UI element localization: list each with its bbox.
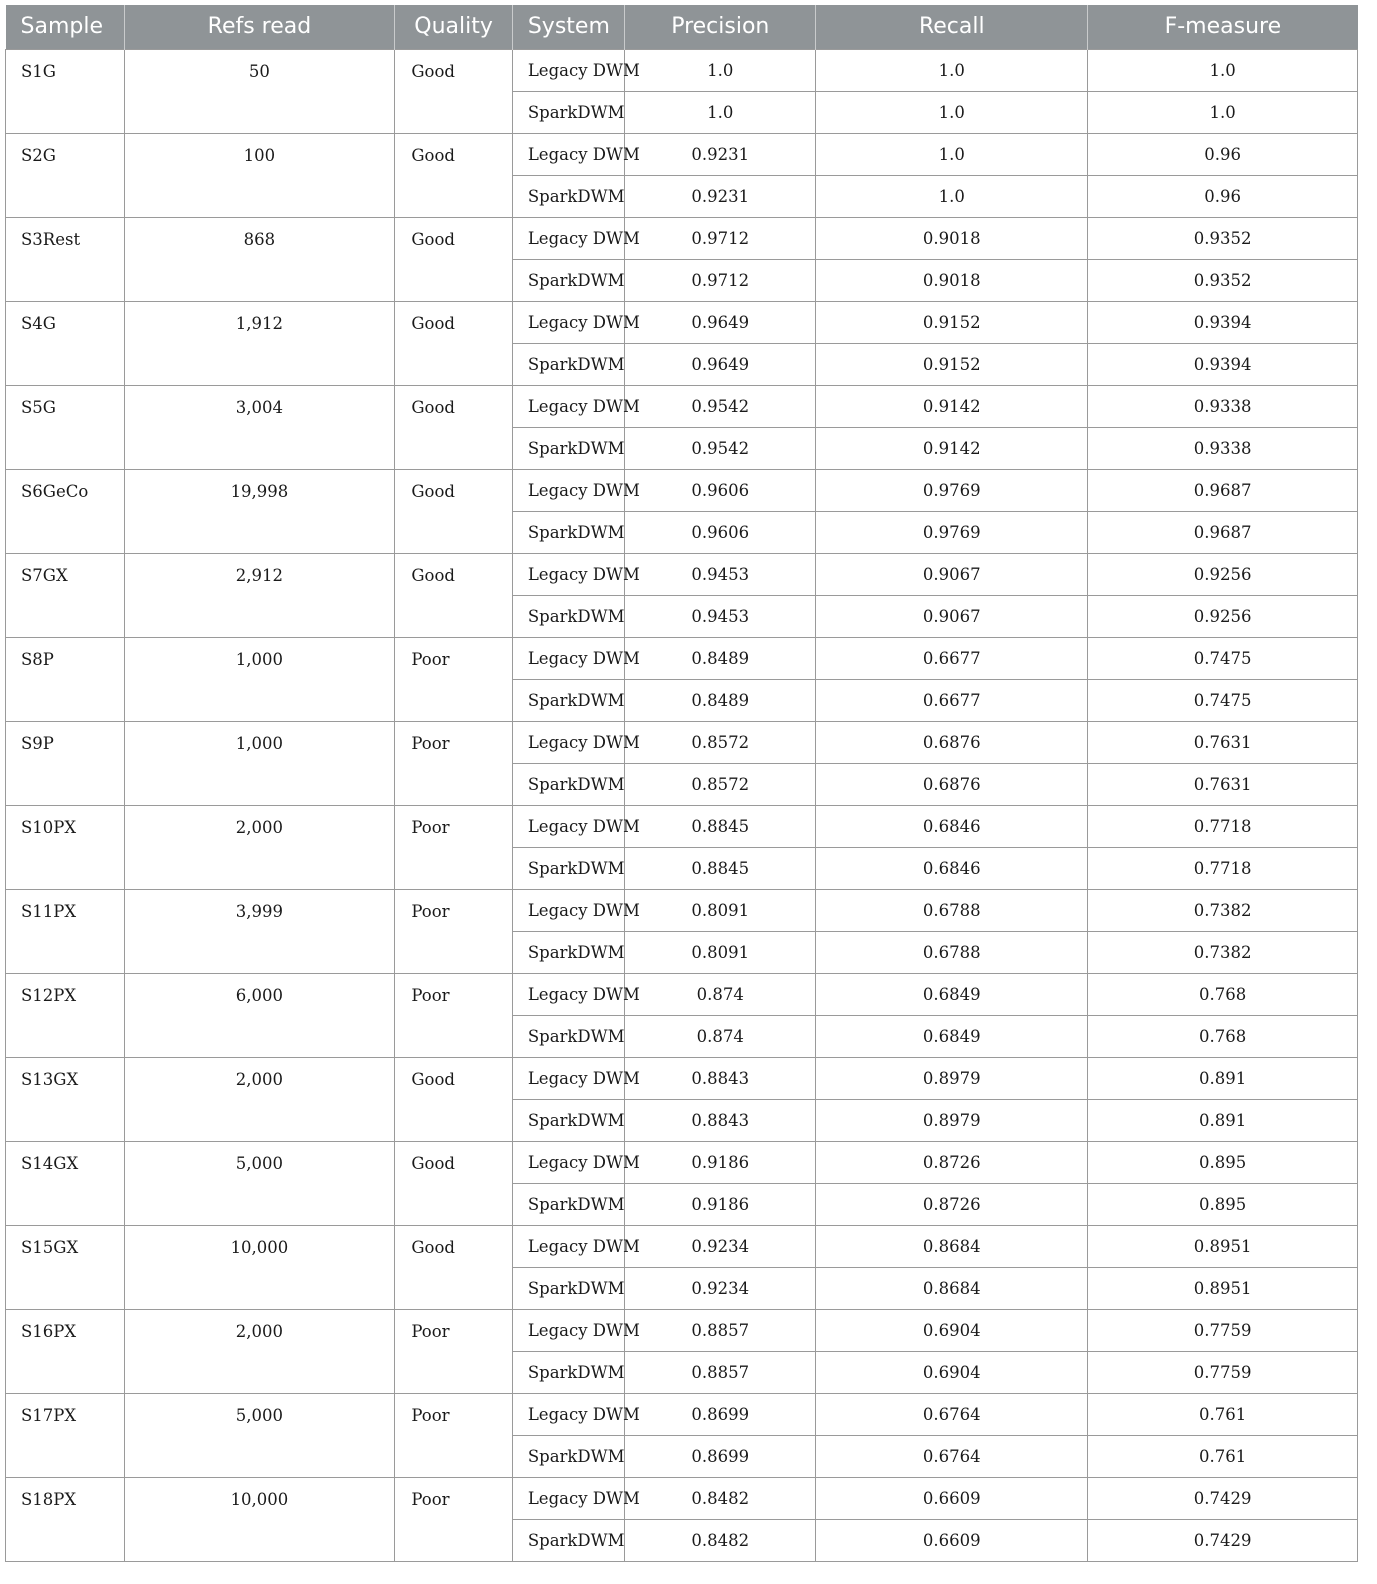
- refs-read-cell: 10,000: [124, 1477, 395, 1561]
- f-measure-cell: 0.7475: [1088, 679, 1358, 721]
- recall-cell: 0.9067: [816, 595, 1088, 637]
- sample-cell: S13GX: [6, 1057, 125, 1141]
- refs-read-cell: 5,000: [124, 1141, 395, 1225]
- system-cell: SparkDWM: [512, 1267, 624, 1309]
- f-measure-cell: 0.7429: [1088, 1519, 1358, 1561]
- precision-cell: 0.8482: [625, 1477, 816, 1519]
- precision-cell: 0.8699: [625, 1393, 816, 1435]
- precision-cell: 0.8843: [625, 1057, 816, 1099]
- sample-cell: S14GX: [6, 1141, 125, 1225]
- f-measure-cell: 0.7429: [1088, 1477, 1358, 1519]
- table-row: [6, 1477, 1358, 1519]
- f-measure-cell: 0.7759: [1088, 1351, 1358, 1393]
- quality-cell: Good: [395, 301, 513, 385]
- precision-cell: 0.8091: [625, 889, 816, 931]
- precision-cell: 0.8845: [625, 805, 816, 847]
- recall-cell: 0.9152: [816, 301, 1088, 343]
- table-row: [6, 889, 1358, 931]
- precision-cell: 0.8857: [625, 1351, 816, 1393]
- table-row: [6, 133, 1358, 175]
- table-row: [6, 385, 1358, 427]
- refs-read-cell: 5,000: [124, 1393, 395, 1477]
- precision-cell: 0.874: [625, 1015, 816, 1057]
- precision-cell: 0.9542: [625, 385, 816, 427]
- f-measure-cell: 0.9338: [1088, 385, 1358, 427]
- sample-cell: S5G: [6, 385, 125, 469]
- f-measure-cell: 0.8951: [1088, 1267, 1358, 1309]
- system-cell: SparkDWM: [512, 1519, 624, 1561]
- quality-cell: Poor: [395, 1309, 513, 1393]
- precision-cell: 0.9234: [625, 1267, 816, 1309]
- system-cell: Legacy DWM: [512, 1393, 624, 1435]
- system-cell: SparkDWM: [512, 679, 624, 721]
- system-cell: Legacy DWM: [512, 973, 624, 1015]
- sample-cell: S18PX: [6, 1477, 125, 1561]
- system-cell: SparkDWM: [512, 931, 624, 973]
- system-cell: SparkDWM: [512, 1183, 624, 1225]
- system-cell: Legacy DWM: [512, 1141, 624, 1183]
- system-cell: SparkDWM: [512, 847, 624, 889]
- precision-cell: 0.874: [625, 973, 816, 1015]
- precision-cell: 0.8489: [625, 637, 816, 679]
- sample-cell: S1G: [6, 49, 125, 133]
- system-cell: SparkDWM: [512, 511, 624, 553]
- f-measure-cell: 0.96: [1088, 175, 1358, 217]
- recall-cell: 0.6846: [816, 805, 1088, 847]
- header-row: [6, 5, 1358, 49]
- quality-cell: Good: [395, 217, 513, 301]
- recall-cell: 0.6677: [816, 637, 1088, 679]
- f-measure-cell: 1.0: [1088, 91, 1358, 133]
- precision-cell: 0.9231: [625, 133, 816, 175]
- precision-cell: 0.8489: [625, 679, 816, 721]
- sample-cell: S3Rest: [6, 217, 125, 301]
- recall-cell: 0.9142: [816, 385, 1088, 427]
- system-cell: SparkDWM: [512, 259, 624, 301]
- refs-read-cell: 100: [124, 133, 395, 217]
- precision-cell: 0.9453: [625, 595, 816, 637]
- system-cell: Legacy DWM: [512, 385, 624, 427]
- table-row: [6, 973, 1358, 1015]
- precision-cell: 1.0: [625, 49, 816, 91]
- system-cell: Legacy DWM: [512, 553, 624, 595]
- recall-cell: 0.8684: [816, 1267, 1088, 1309]
- recall-cell: 0.9142: [816, 427, 1088, 469]
- precision-cell: 0.8857: [625, 1309, 816, 1351]
- system-cell: SparkDWM: [512, 1435, 624, 1477]
- table-row: [6, 301, 1358, 343]
- quality-cell: Good: [395, 1057, 513, 1141]
- precision-cell: 0.8482: [625, 1519, 816, 1561]
- precision-cell: 1.0: [625, 91, 816, 133]
- quality-cell: Poor: [395, 805, 513, 889]
- precision-cell: 0.9712: [625, 217, 816, 259]
- f-measure-cell: 0.9687: [1088, 511, 1358, 553]
- header-precision: Precision: [625, 5, 816, 49]
- quality-cell: Good: [395, 1225, 513, 1309]
- precision-cell: 0.9606: [625, 511, 816, 553]
- precision-cell: 0.9231: [625, 175, 816, 217]
- f-measure-cell: 0.761: [1088, 1435, 1358, 1477]
- table-row: [6, 1225, 1358, 1267]
- recall-cell: 0.6876: [816, 721, 1088, 763]
- sample-cell: S2G: [6, 133, 125, 217]
- recall-cell: 1.0: [816, 49, 1088, 91]
- f-measure-cell: 0.8951: [1088, 1225, 1358, 1267]
- f-measure-cell: 0.7382: [1088, 889, 1358, 931]
- recall-cell: 0.6876: [816, 763, 1088, 805]
- system-cell: Legacy DWM: [512, 889, 624, 931]
- table-row: [6, 1393, 1358, 1435]
- system-cell: Legacy DWM: [512, 805, 624, 847]
- f-measure-cell: 0.895: [1088, 1141, 1358, 1183]
- recall-cell: 0.6849: [816, 1015, 1088, 1057]
- refs-read-cell: 2,000: [124, 1057, 395, 1141]
- f-measure-cell: 0.7631: [1088, 721, 1358, 763]
- table-row: [6, 217, 1358, 259]
- recall-cell: 0.6764: [816, 1393, 1088, 1435]
- f-measure-cell: 0.7759: [1088, 1309, 1358, 1351]
- f-measure-cell: 0.9394: [1088, 343, 1358, 385]
- quality-cell: Good: [395, 133, 513, 217]
- table-row: [6, 1141, 1358, 1183]
- quality-cell: Poor: [395, 721, 513, 805]
- quality-cell: Good: [395, 49, 513, 133]
- quality-cell: Poor: [395, 637, 513, 721]
- recall-cell: 0.9152: [816, 343, 1088, 385]
- table-row: [6, 805, 1358, 847]
- refs-read-cell: 2,000: [124, 805, 395, 889]
- system-cell: SparkDWM: [512, 595, 624, 637]
- quality-cell: Poor: [395, 889, 513, 973]
- quality-cell: Good: [395, 469, 513, 553]
- recall-cell: 0.9018: [816, 259, 1088, 301]
- quality-cell: Poor: [395, 1477, 513, 1561]
- f-measure-cell: 0.7475: [1088, 637, 1358, 679]
- precision-cell: 0.9606: [625, 469, 816, 511]
- table-row: [6, 721, 1358, 763]
- f-measure-cell: 0.891: [1088, 1099, 1358, 1141]
- sample-cell: S12PX: [6, 973, 125, 1057]
- sample-cell: S16PX: [6, 1309, 125, 1393]
- precision-cell: 0.9649: [625, 343, 816, 385]
- f-measure-cell: 0.9352: [1088, 217, 1358, 259]
- refs-read-cell: 2,912: [124, 553, 395, 637]
- sample-cell: S10PX: [6, 805, 125, 889]
- system-cell: Legacy DWM: [512, 1225, 624, 1267]
- f-measure-cell: 0.891: [1088, 1057, 1358, 1099]
- precision-cell: 0.9453: [625, 553, 816, 595]
- recall-cell: 0.6764: [816, 1435, 1088, 1477]
- sample-cell: S17PX: [6, 1393, 125, 1477]
- system-cell: Legacy DWM: [512, 1309, 624, 1351]
- recall-cell: 1.0: [816, 175, 1088, 217]
- table-body: [6, 49, 1358, 1561]
- recall-cell: 0.9769: [816, 511, 1088, 553]
- f-measure-cell: 0.7718: [1088, 847, 1358, 889]
- table-row: [6, 637, 1358, 679]
- recall-cell: 0.9018: [816, 217, 1088, 259]
- f-measure-cell: 0.761: [1088, 1393, 1358, 1435]
- recall-cell: 0.6846: [816, 847, 1088, 889]
- precision-cell: 0.9649: [625, 301, 816, 343]
- sample-cell: S6GeCo: [6, 469, 125, 553]
- f-measure-cell: 0.9256: [1088, 553, 1358, 595]
- f-measure-cell: 0.7631: [1088, 763, 1358, 805]
- recall-cell: 0.6788: [816, 931, 1088, 973]
- header-recall: Recall: [816, 5, 1088, 49]
- precision-cell: 0.9186: [625, 1141, 816, 1183]
- recall-cell: 0.8684: [816, 1225, 1088, 1267]
- refs-read-cell: 1,912: [124, 301, 395, 385]
- precision-cell: 0.9542: [625, 427, 816, 469]
- f-measure-cell: 0.768: [1088, 1015, 1358, 1057]
- recall-cell: 0.6609: [816, 1477, 1088, 1519]
- refs-read-cell: 10,000: [124, 1225, 395, 1309]
- system-cell: SparkDWM: [512, 91, 624, 133]
- f-measure-cell: 0.9394: [1088, 301, 1358, 343]
- refs-read-cell: 1,000: [124, 721, 395, 805]
- f-measure-cell: 0.96: [1088, 133, 1358, 175]
- recall-cell: 0.6788: [816, 889, 1088, 931]
- header-quality: Quality: [395, 5, 513, 49]
- precision-cell: 0.8091: [625, 931, 816, 973]
- system-cell: Legacy DWM: [512, 217, 624, 259]
- header-system: System: [512, 5, 624, 49]
- refs-read-cell: 2,000: [124, 1309, 395, 1393]
- system-cell: Legacy DWM: [512, 721, 624, 763]
- recall-cell: 0.6849: [816, 973, 1088, 1015]
- recall-cell: 0.9769: [816, 469, 1088, 511]
- precision-cell: 0.8572: [625, 721, 816, 763]
- sample-cell: S9P: [6, 721, 125, 805]
- system-cell: Legacy DWM: [512, 133, 624, 175]
- f-measure-cell: 1.0: [1088, 49, 1358, 91]
- refs-read-cell: 6,000: [124, 973, 395, 1057]
- recall-cell: 0.6609: [816, 1519, 1088, 1561]
- system-cell: SparkDWM: [512, 343, 624, 385]
- f-measure-cell: 0.7718: [1088, 805, 1358, 847]
- system-cell: Legacy DWM: [512, 1057, 624, 1099]
- system-cell: SparkDWM: [512, 1351, 624, 1393]
- recall-cell: 0.6677: [816, 679, 1088, 721]
- system-cell: Legacy DWM: [512, 469, 624, 511]
- f-measure-cell: 0.895: [1088, 1183, 1358, 1225]
- header-sample: Sample: [6, 5, 125, 49]
- results-table-container: [5, 5, 1358, 1562]
- precision-cell: 0.8699: [625, 1435, 816, 1477]
- table-row: [6, 469, 1358, 511]
- refs-read-cell: 3,004: [124, 385, 395, 469]
- sample-cell: S11PX: [6, 889, 125, 973]
- precision-cell: 0.8843: [625, 1099, 816, 1141]
- refs-read-cell: 50: [124, 49, 395, 133]
- recall-cell: 0.8726: [816, 1141, 1088, 1183]
- sample-cell: S4G: [6, 301, 125, 385]
- table-row: [6, 1057, 1358, 1099]
- refs-read-cell: 19,998: [124, 469, 395, 553]
- system-cell: SparkDWM: [512, 1015, 624, 1057]
- system-cell: SparkDWM: [512, 1099, 624, 1141]
- recall-cell: 1.0: [816, 133, 1088, 175]
- results-table: [5, 5, 1358, 1562]
- recall-cell: 0.6904: [816, 1309, 1088, 1351]
- system-cell: SparkDWM: [512, 763, 624, 805]
- system-cell: SparkDWM: [512, 175, 624, 217]
- header-refs-read: Refs read: [124, 5, 395, 49]
- f-measure-cell: 0.9687: [1088, 469, 1358, 511]
- precision-cell: 0.8572: [625, 763, 816, 805]
- recall-cell: 1.0: [816, 91, 1088, 133]
- table-header: [6, 5, 1358, 49]
- f-measure-cell: 0.9338: [1088, 427, 1358, 469]
- refs-read-cell: 1,000: [124, 637, 395, 721]
- recall-cell: 0.8979: [816, 1057, 1088, 1099]
- system-cell: Legacy DWM: [512, 301, 624, 343]
- system-cell: SparkDWM: [512, 427, 624, 469]
- precision-cell: 0.9712: [625, 259, 816, 301]
- system-cell: Legacy DWM: [512, 1477, 624, 1519]
- precision-cell: 0.9186: [625, 1183, 816, 1225]
- recall-cell: 0.8726: [816, 1183, 1088, 1225]
- quality-cell: Poor: [395, 973, 513, 1057]
- system-cell: Legacy DWM: [512, 637, 624, 679]
- f-measure-cell: 0.9352: [1088, 259, 1358, 301]
- f-measure-cell: 0.768: [1088, 973, 1358, 1015]
- quality-cell: Good: [395, 385, 513, 469]
- table-row: [6, 553, 1358, 595]
- f-measure-cell: 0.9256: [1088, 595, 1358, 637]
- quality-cell: Poor: [395, 1393, 513, 1477]
- sample-cell: S7GX: [6, 553, 125, 637]
- precision-cell: 0.8845: [625, 847, 816, 889]
- recall-cell: 0.8979: [816, 1099, 1088, 1141]
- quality-cell: Good: [395, 553, 513, 637]
- refs-read-cell: 3,999: [124, 889, 395, 973]
- refs-read-cell: 868: [124, 217, 395, 301]
- sample-cell: S15GX: [6, 1225, 125, 1309]
- recall-cell: 0.9067: [816, 553, 1088, 595]
- recall-cell: 0.6904: [816, 1351, 1088, 1393]
- sample-cell: S8P: [6, 637, 125, 721]
- table-row: [6, 49, 1358, 91]
- f-measure-cell: 0.7382: [1088, 931, 1358, 973]
- quality-cell: Good: [395, 1141, 513, 1225]
- system-cell: Legacy DWM: [512, 49, 624, 91]
- precision-cell: 0.9234: [625, 1225, 816, 1267]
- table-row: [6, 1309, 1358, 1351]
- header-f-measure: F-measure: [1088, 5, 1358, 49]
